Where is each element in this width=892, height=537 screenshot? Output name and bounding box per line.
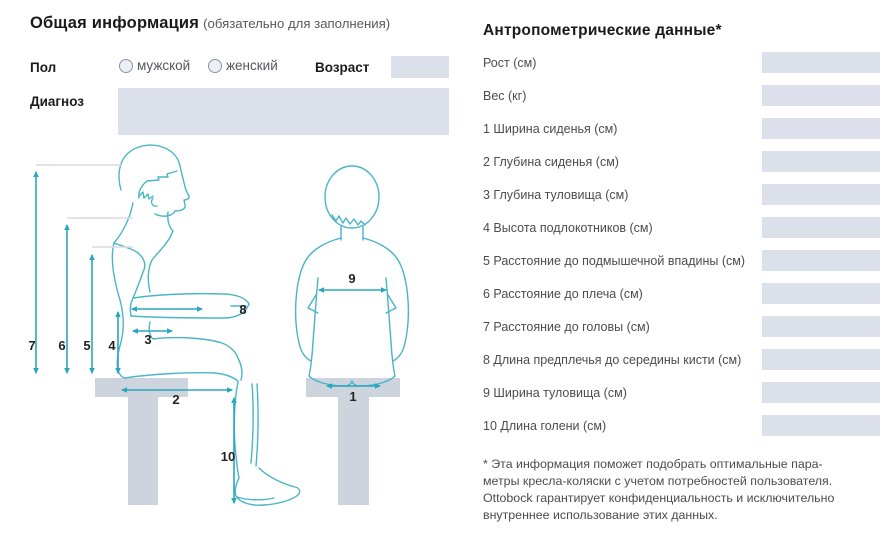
- radio-icon[interactable]: [119, 59, 133, 73]
- marker-5: 5: [83, 338, 91, 353]
- measurement-numbers: [28, 271, 356, 464]
- anthropometric-section: [483, 22, 880, 523]
- marker-9: 9: [348, 271, 356, 286]
- anthro-row-10: [483, 415, 880, 436]
- anthro-row-weight: [483, 85, 880, 106]
- gender-option-female-label: женский: [226, 58, 278, 73]
- anthro-row-height: [483, 52, 880, 73]
- marker-4: 4: [108, 338, 116, 353]
- anthro-row-8: [483, 349, 880, 370]
- measurement-diagram-svg: [0, 140, 470, 537]
- marker-10: 10: [220, 449, 236, 464]
- anthro-row-2: [483, 151, 880, 172]
- anthro-input-3[interactable]: [762, 184, 880, 205]
- anthro-label: 1 Ширина сиденья (см): [483, 121, 618, 136]
- gender-option-male-label: мужской: [137, 58, 191, 73]
- anthro-input-height[interactable]: [762, 52, 880, 73]
- anthro-input-8[interactable]: [762, 349, 880, 370]
- anthro-label: Вес (кг): [483, 88, 527, 103]
- marker-2: 2: [172, 392, 180, 407]
- anthro-label: 6 Расстояние до плеча (см): [483, 286, 643, 301]
- anthro-input-9[interactable]: [762, 382, 880, 403]
- age-input[interactable]: [391, 56, 449, 78]
- anthro-label: 5 Расстояние до подмышечной впадины (см): [483, 253, 746, 268]
- diagnosis-input[interactable]: [118, 88, 449, 135]
- anthro-input-4[interactable]: [762, 217, 880, 238]
- diagnosis-row: [30, 88, 450, 136]
- anthro-row-9: [483, 382, 880, 403]
- anthro-row-4: [483, 217, 880, 238]
- radio-icon[interactable]: [208, 59, 222, 73]
- anthro-input-6[interactable]: [762, 283, 880, 304]
- marker-3: 3: [144, 332, 152, 347]
- anthro-input-weight[interactable]: [762, 85, 880, 106]
- anthro-row-5: [483, 250, 880, 271]
- anthro-row-6: [483, 283, 880, 304]
- general-info-title: [30, 14, 450, 33]
- anthro-input-10[interactable]: [762, 415, 880, 436]
- anthro-row-3: [483, 184, 880, 205]
- measurement-diagram: [0, 140, 470, 537]
- anthro-input-5[interactable]: [762, 250, 880, 271]
- footnote: [483, 456, 880, 523]
- age-label: Возраст: [315, 60, 370, 75]
- anthro-label: 4 Высота подлокотников (см): [483, 220, 653, 235]
- diagnosis-label: Диагноз: [30, 94, 84, 109]
- gender-age-row: [30, 56, 450, 80]
- anthro-input-7[interactable]: [762, 316, 880, 337]
- anthro-row-1: [483, 118, 880, 139]
- anthro-label: 3 Глубина туловища (см): [483, 187, 629, 202]
- anthro-label: 2 Глубина сиденья (см): [483, 154, 619, 169]
- section-title: Общая информация: [30, 14, 200, 32]
- marker-6: 6: [58, 338, 66, 353]
- anthro-label: 9 Ширина туловища (см): [483, 385, 627, 400]
- anthro-label: 7 Расстояние до головы (см): [483, 319, 650, 334]
- footnote-line: метры кресла-коляски с учетом потребностей пользователя.: [483, 473, 833, 488]
- anthro-input-1[interactable]: [762, 118, 880, 139]
- general-info-section: [30, 14, 450, 109]
- footnote-line: * Эта информация поможет подобрать оптимальные пара-: [483, 457, 823, 471]
- anthro-title: Антропометрические данные*: [483, 22, 722, 39]
- footnote-line: Ottobock гарантирует конфиденциальность и исключительно: [483, 490, 835, 505]
- anthro-label: 8 Длина предплечья до середины кисти (см): [483, 352, 742, 367]
- gender-option-male[interactable]: [119, 58, 190, 73]
- footnote-line: внутреннее использование этих данных.: [483, 507, 718, 522]
- gender-option-female[interactable]: [208, 58, 278, 73]
- section-title-note: (обязательно для заполнения): [203, 16, 391, 31]
- anthro-input-2[interactable]: [762, 151, 880, 172]
- marker-1: 1: [349, 389, 357, 404]
- gender-label: Пол: [30, 60, 57, 75]
- marker-8: 8: [239, 302, 247, 317]
- anthro-label: 10 Длина голени (см): [483, 418, 607, 433]
- anthro-rows: [483, 52, 880, 436]
- anthro-row-7: [483, 316, 880, 337]
- marker-7: 7: [28, 338, 36, 353]
- anthro-label: Рост (см): [483, 55, 537, 70]
